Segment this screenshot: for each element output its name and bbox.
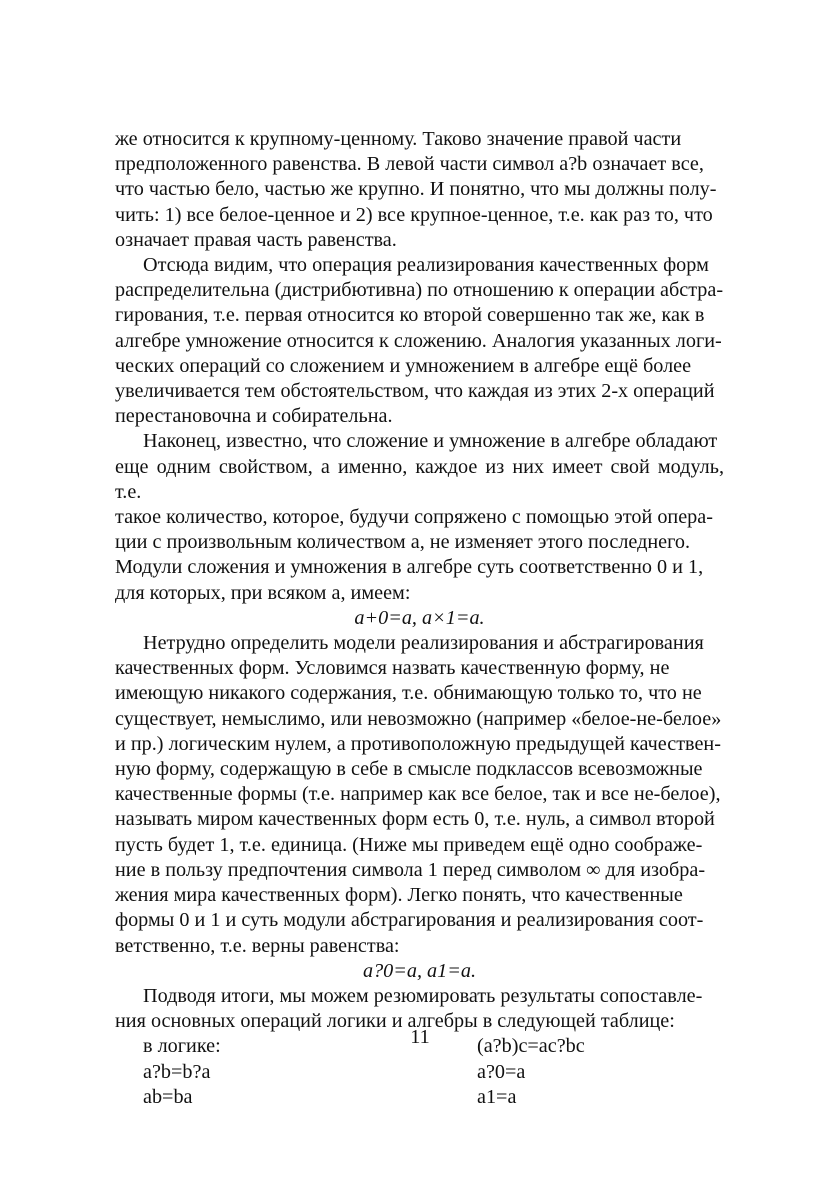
line: такое количество, которое, будучи сопряжено с помощью этой опера- (115, 506, 713, 529)
line: Отсюда видим, что операция реализирования качественных форм (143, 254, 709, 277)
line: Модули сложения и умножения в алгебре суть соответственно 0 и 1, (115, 556, 704, 579)
page-number: 11 (410, 1026, 430, 1048)
line: жения мира качественных форм). Легко понять, что качественные (115, 884, 683, 907)
line: предположенного равенства. В левой части символ a?b означает все, (115, 153, 704, 176)
line: Подводя итоги, мы можем резюмировать результаты сопоставле- (143, 984, 703, 1007)
paragraph-2 (115, 253, 724, 429)
table-cell-right: (a?b)c=ac?bc (477, 1035, 585, 1058)
line: качественных форм. Условимся назвать качественную форму, не (115, 657, 670, 680)
line: ния основных операций логики и алгебры в следующей таблице: (115, 1010, 675, 1033)
line: существует, немыслимо, или невозможно (например «белое-не-белое» (115, 707, 722, 730)
paragraph-4 (115, 631, 724, 959)
line: Наконец, известно, что сложение и умножение в алгебре обладают (143, 430, 718, 453)
line: ние в пользу предпочтения символа 1 перед символом ∞ для изобра- (115, 858, 706, 881)
line: распределительна (дистрибютивна) по отношению к операции абстра- (115, 279, 724, 302)
line: чить: 1) все белое-ценное и 2) все крупное-ценное, т.е. как раз то, что (115, 203, 713, 226)
paragraph-1 (115, 127, 724, 253)
line: имеющую никакого содержания, т.е. обнимающую только то, что не (115, 682, 702, 705)
table-cell-left: в логике: (143, 1035, 221, 1058)
formula-modules-algebra: a+0=a, a×1=a. (354, 606, 485, 629)
paragraph-3 (115, 429, 724, 605)
table-cell-left: ab=ba (143, 1085, 193, 1108)
page-body (115, 127, 724, 1110)
line: ную форму, содержащую в себе в смысле подклассов всевозможные (115, 758, 703, 781)
line: ветственно, т.е. верны равенства: (115, 934, 400, 957)
formula-modules-logic: a?0=a, a1=a. (362, 959, 477, 982)
line: что частью бело, частью же крупно. И понятно, что мы должны полу- (115, 178, 717, 201)
line: означает правая часть равенства. (115, 228, 397, 251)
line: качественные формы (т.е. например как все белое, так и все не-белое), (115, 783, 721, 806)
table-cell-left: a?b=b?a (143, 1060, 211, 1083)
table-cell-right: a?0=a (477, 1060, 526, 1083)
line: перестановочна и собирательна. (115, 405, 393, 428)
line: увеличивается тем обстоятельством, что каждая из этих 2-х операций (115, 380, 715, 403)
line: алгебре умножение относится к сложению. Аналогия указанных логи- (115, 329, 722, 352)
line: и пр.) логическим нулем, а противоположную предыдущей качествен- (115, 732, 721, 755)
line: для которых, при всяком а, имеем: (115, 581, 411, 604)
line: называть миром качественных форм есть 0, т.е. нуль, а символ второй (115, 808, 715, 831)
line: пусть будет 1, т.е. единица. (Ниже мы приведем ещё одно соображе- (115, 833, 703, 856)
line: Нетрудно определить модели реализирования и абстрагирования (143, 632, 704, 655)
line: ции с произвольным количеством a, не изменяет этого последнего. (115, 531, 691, 554)
line: же относится к крупному-ценному. Таково значение правой части (115, 128, 682, 150)
line: еще одним свойством, а именно, каждое из них имеет свой модуль, т.е. (115, 455, 724, 503)
line: формы 0 и 1 и суть модули абстрагирования и реализирования соот- (115, 909, 704, 932)
line: гирования, т.е. первая относится ко второй совершенно так же, как в (115, 304, 705, 327)
table-cell-right: a1=a (477, 1085, 517, 1108)
line: ческих операций со сложением и умножением в алгебре ещё более (115, 354, 692, 377)
